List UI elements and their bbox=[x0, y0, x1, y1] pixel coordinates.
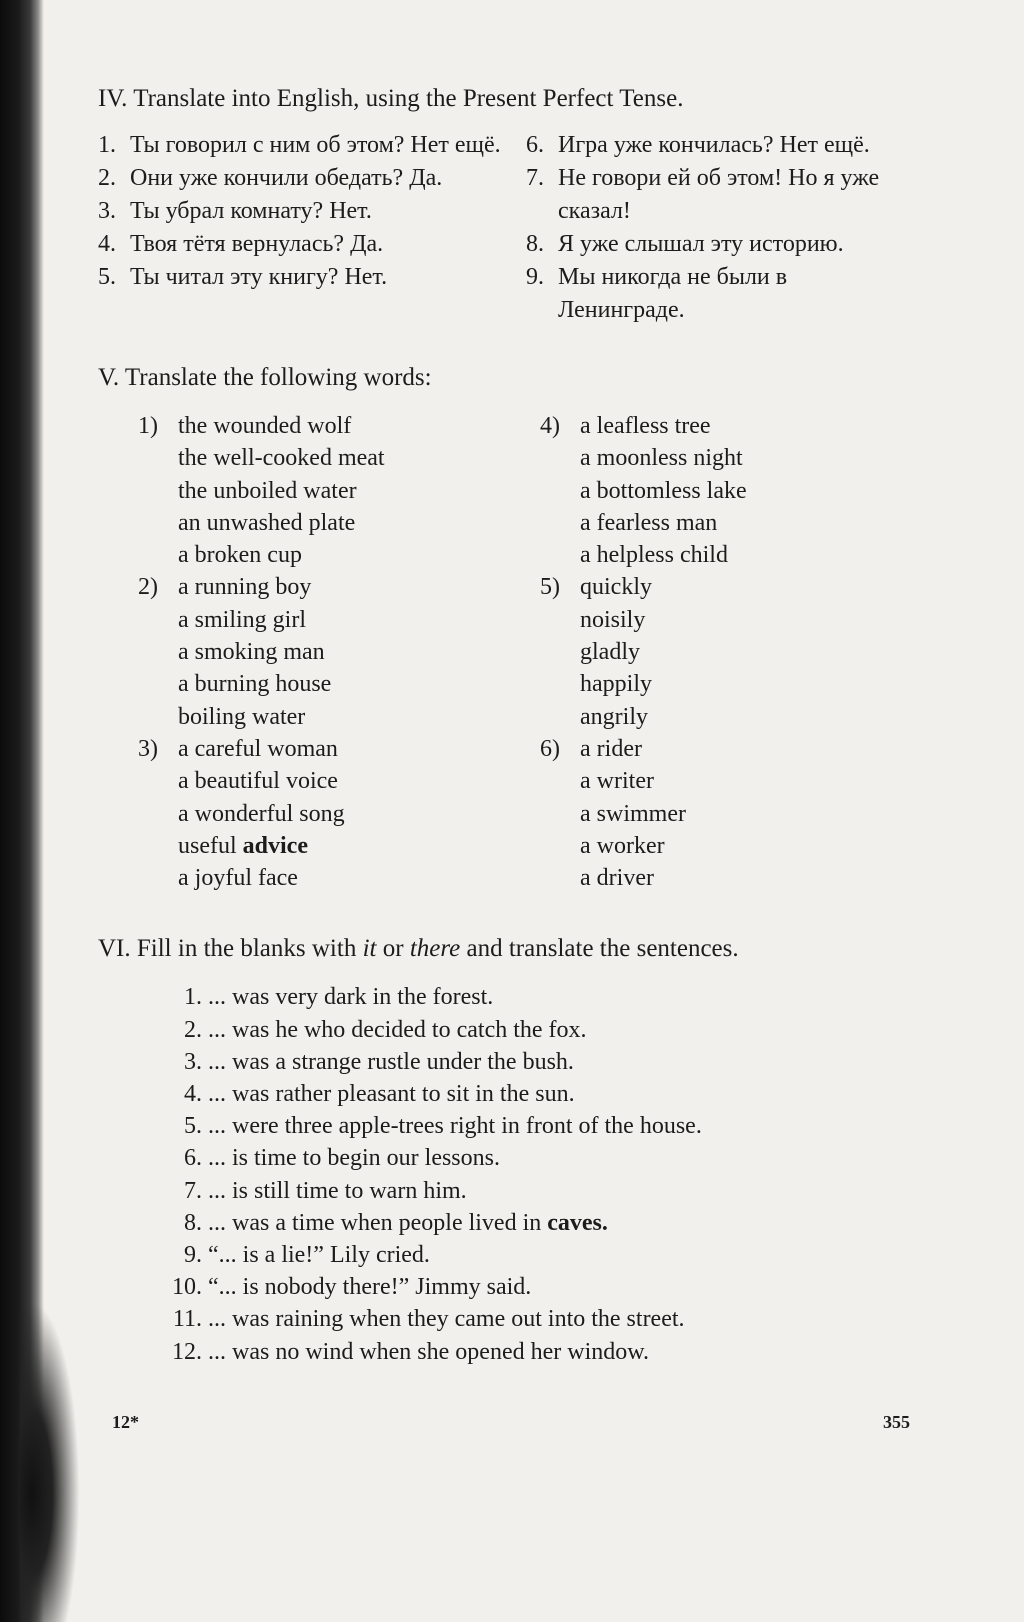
sentence-number: 12. bbox=[172, 1338, 202, 1365]
word-group-4 bbox=[540, 410, 920, 571]
item-text: Они уже кончили обедать? Да. bbox=[130, 165, 443, 191]
item-number: 8. bbox=[526, 231, 544, 257]
word-phrase: a burning house bbox=[178, 671, 332, 698]
exercise-item bbox=[98, 228, 526, 261]
sentence-text: ... was a strange rustle under the bush. bbox=[208, 1048, 574, 1075]
word-phrase: a smoking man bbox=[178, 639, 325, 666]
heading-part: and translate the sentences. bbox=[460, 935, 739, 963]
item-number: 5. bbox=[98, 264, 116, 290]
sentence-text-part: ... was a time when people lived in bbox=[208, 1209, 548, 1236]
sentence-text: ... is time to begin our lessons. bbox=[208, 1145, 500, 1172]
word-phrase: a fearless man bbox=[580, 509, 718, 536]
word-phrase: a smiling girl bbox=[178, 606, 306, 633]
heading-it-italic: it bbox=[362, 935, 377, 963]
sentence-text: ... were three apple-trees right in front of the house. bbox=[208, 1113, 702, 1140]
word-useful: useful bbox=[178, 832, 237, 859]
sentence-item bbox=[154, 1336, 938, 1368]
section-iv-left-column bbox=[98, 129, 526, 327]
section-vi-sentences bbox=[154, 981, 938, 1367]
sentence-text bbox=[208, 1207, 608, 1239]
section-iv-exercises bbox=[98, 129, 938, 327]
exercise-item bbox=[98, 129, 526, 162]
exercise-item bbox=[526, 261, 916, 327]
word-phrase: quickly bbox=[580, 574, 652, 601]
item-number: 2. bbox=[98, 165, 116, 191]
word-phrase: the unboiled water bbox=[178, 477, 357, 504]
item-text: Ты говорил с ним об этом? Нет ещё. bbox=[130, 132, 501, 158]
word-group-5 bbox=[540, 571, 920, 732]
heading-part: VI. Fill in the blanks with bbox=[98, 935, 363, 963]
group-number: 2) bbox=[138, 574, 158, 601]
sentence-text: ... is still time to warn him. bbox=[208, 1177, 467, 1204]
word-phrase: a joyful face bbox=[178, 865, 298, 892]
section-v-word-columns bbox=[138, 410, 938, 894]
sentence-item bbox=[154, 1303, 938, 1335]
word-phrase: gladly bbox=[580, 639, 640, 666]
word-phrase: a helpless child bbox=[580, 542, 728, 569]
word-list bbox=[178, 410, 540, 571]
word-phrase: a rider bbox=[580, 735, 642, 762]
exercise-item bbox=[98, 195, 526, 228]
word-advice-bold: advice bbox=[242, 832, 308, 859]
sentence-text: ... was raining when they came out into the street. bbox=[208, 1306, 685, 1333]
sentence-item bbox=[154, 981, 938, 1013]
item-text: Игра уже кончилась? Нет ещё. bbox=[558, 132, 870, 158]
sentence-number: 10. bbox=[172, 1274, 202, 1301]
group-number: 4) bbox=[540, 413, 560, 439]
section-v-left-column bbox=[138, 410, 540, 894]
item-number: 6. bbox=[526, 132, 544, 158]
word-list bbox=[580, 733, 920, 894]
word-phrase: a broken cup bbox=[178, 542, 302, 569]
heading-part: or bbox=[376, 935, 410, 963]
sentence-text: “... is a lie!” Lily cried. bbox=[208, 1242, 430, 1269]
word-phrase: a writer bbox=[580, 768, 654, 795]
word-phrase: a wonderful song bbox=[178, 800, 345, 827]
word-phrase: noisily bbox=[580, 606, 646, 633]
section-v-right-column bbox=[540, 410, 920, 894]
item-number: 3. bbox=[98, 198, 116, 224]
sentence-item bbox=[154, 1110, 938, 1142]
sentence-number: 8. bbox=[184, 1209, 202, 1236]
group-number: 1) bbox=[138, 413, 158, 439]
word-phrase: the well-cooked meat bbox=[178, 445, 385, 472]
word-phrase: a leafless tree bbox=[580, 413, 711, 439]
sentence-item bbox=[154, 1207, 938, 1239]
word-phrase bbox=[178, 830, 540, 862]
item-text: Мы никогда не были в Ленинграде. bbox=[558, 264, 788, 323]
word-phrase: happily bbox=[580, 671, 652, 698]
page-number: 355 bbox=[883, 1412, 910, 1432]
sentence-number: 4. bbox=[184, 1081, 202, 1108]
word-phrase: a moonless night bbox=[580, 445, 743, 472]
word-group-3 bbox=[138, 733, 540, 894]
sentence-number: 6. bbox=[184, 1145, 202, 1172]
exercise-item bbox=[526, 129, 916, 162]
sentence-text: “... is nobody there!” Jimmy said. bbox=[208, 1274, 532, 1301]
sentence-item bbox=[154, 1239, 938, 1271]
sentence-text: ... was very dark in the forest. bbox=[208, 984, 494, 1011]
sentence-item bbox=[154, 1175, 938, 1207]
group-number: 3) bbox=[138, 735, 158, 762]
word-group-1 bbox=[138, 410, 540, 571]
word-phrase: a swimmer bbox=[580, 800, 686, 827]
item-text: Ты читал эту книгу? Нет. bbox=[130, 264, 388, 290]
word-phrase: a running boy bbox=[178, 574, 312, 601]
word-phrase: an unwashed plate bbox=[178, 509, 356, 536]
sentence-item bbox=[154, 1271, 938, 1303]
word-phrase: a driver bbox=[580, 865, 654, 892]
exercise-item bbox=[98, 162, 526, 195]
sentence-number: 11. bbox=[172, 1306, 202, 1333]
group-number: 5) bbox=[540, 574, 560, 601]
exercise-item bbox=[98, 261, 526, 294]
section-vi-heading bbox=[98, 932, 938, 965]
section-iv-right-column bbox=[526, 129, 916, 327]
sentence-item bbox=[154, 1078, 938, 1110]
item-number: 4. bbox=[98, 231, 116, 257]
sentence-number: 2. bbox=[184, 1016, 202, 1043]
item-text: Твоя тётя вернулась? Да. bbox=[130, 231, 384, 257]
sentence-number: 7. bbox=[184, 1177, 202, 1204]
item-text: Не говори ей об этом! Но я уже сказал! bbox=[558, 165, 880, 224]
word-phrase: a bottomless lake bbox=[580, 477, 747, 504]
item-number: 7. bbox=[526, 165, 544, 191]
page-footer bbox=[112, 1412, 910, 1433]
sentence-number: 3. bbox=[184, 1048, 202, 1075]
heading-there-italic: there bbox=[409, 935, 461, 963]
exercise-item bbox=[526, 228, 916, 261]
word-phrase: angrily bbox=[580, 703, 648, 730]
word-phrase: a careful woman bbox=[178, 735, 338, 762]
exercise-item bbox=[526, 162, 916, 228]
word-phrase: the wounded wolf bbox=[178, 413, 352, 439]
sentence-text: ... was rather pleasant to sit in the sun. bbox=[208, 1081, 575, 1108]
section-iv-heading: IV. Translate into English, using the Present Perfect Tense. bbox=[98, 85, 684, 112]
sentence-text: ... was no wind when she opened her window. bbox=[208, 1338, 650, 1365]
group-number: 6) bbox=[540, 735, 560, 762]
page-content bbox=[98, 78, 938, 1368]
item-text: Я уже слышал эту историю. bbox=[558, 231, 844, 257]
word-group-6 bbox=[540, 733, 920, 894]
sentence-text: ... was he who decided to catch the fox. bbox=[208, 1016, 587, 1043]
item-text: Ты убрал комнату? Нет. bbox=[130, 198, 372, 224]
signature-mark: 12* bbox=[112, 1412, 139, 1432]
sentence-item bbox=[154, 1046, 938, 1078]
sentence-number: 9. bbox=[184, 1242, 202, 1269]
binding-smudge bbox=[20, 1300, 80, 1622]
item-number: 1. bbox=[98, 132, 116, 158]
word-phrase: a beautiful voice bbox=[178, 768, 338, 795]
word-list bbox=[178, 733, 540, 894]
section-v-heading: V. Translate the following words: bbox=[98, 364, 432, 391]
word-list bbox=[178, 571, 540, 732]
sentence-number: 5. bbox=[184, 1113, 202, 1140]
word-phrase: boiling water bbox=[178, 703, 306, 730]
word-list bbox=[580, 410, 920, 571]
word-list bbox=[580, 571, 920, 732]
word-phrase: a worker bbox=[580, 832, 665, 859]
word-caves-bold: caves. bbox=[547, 1209, 608, 1236]
sentence-number: 1. bbox=[184, 984, 202, 1011]
word-group-2 bbox=[138, 571, 540, 732]
sentence-item bbox=[154, 1142, 938, 1174]
item-number: 9. bbox=[526, 264, 544, 290]
sentence-item bbox=[154, 1014, 938, 1046]
